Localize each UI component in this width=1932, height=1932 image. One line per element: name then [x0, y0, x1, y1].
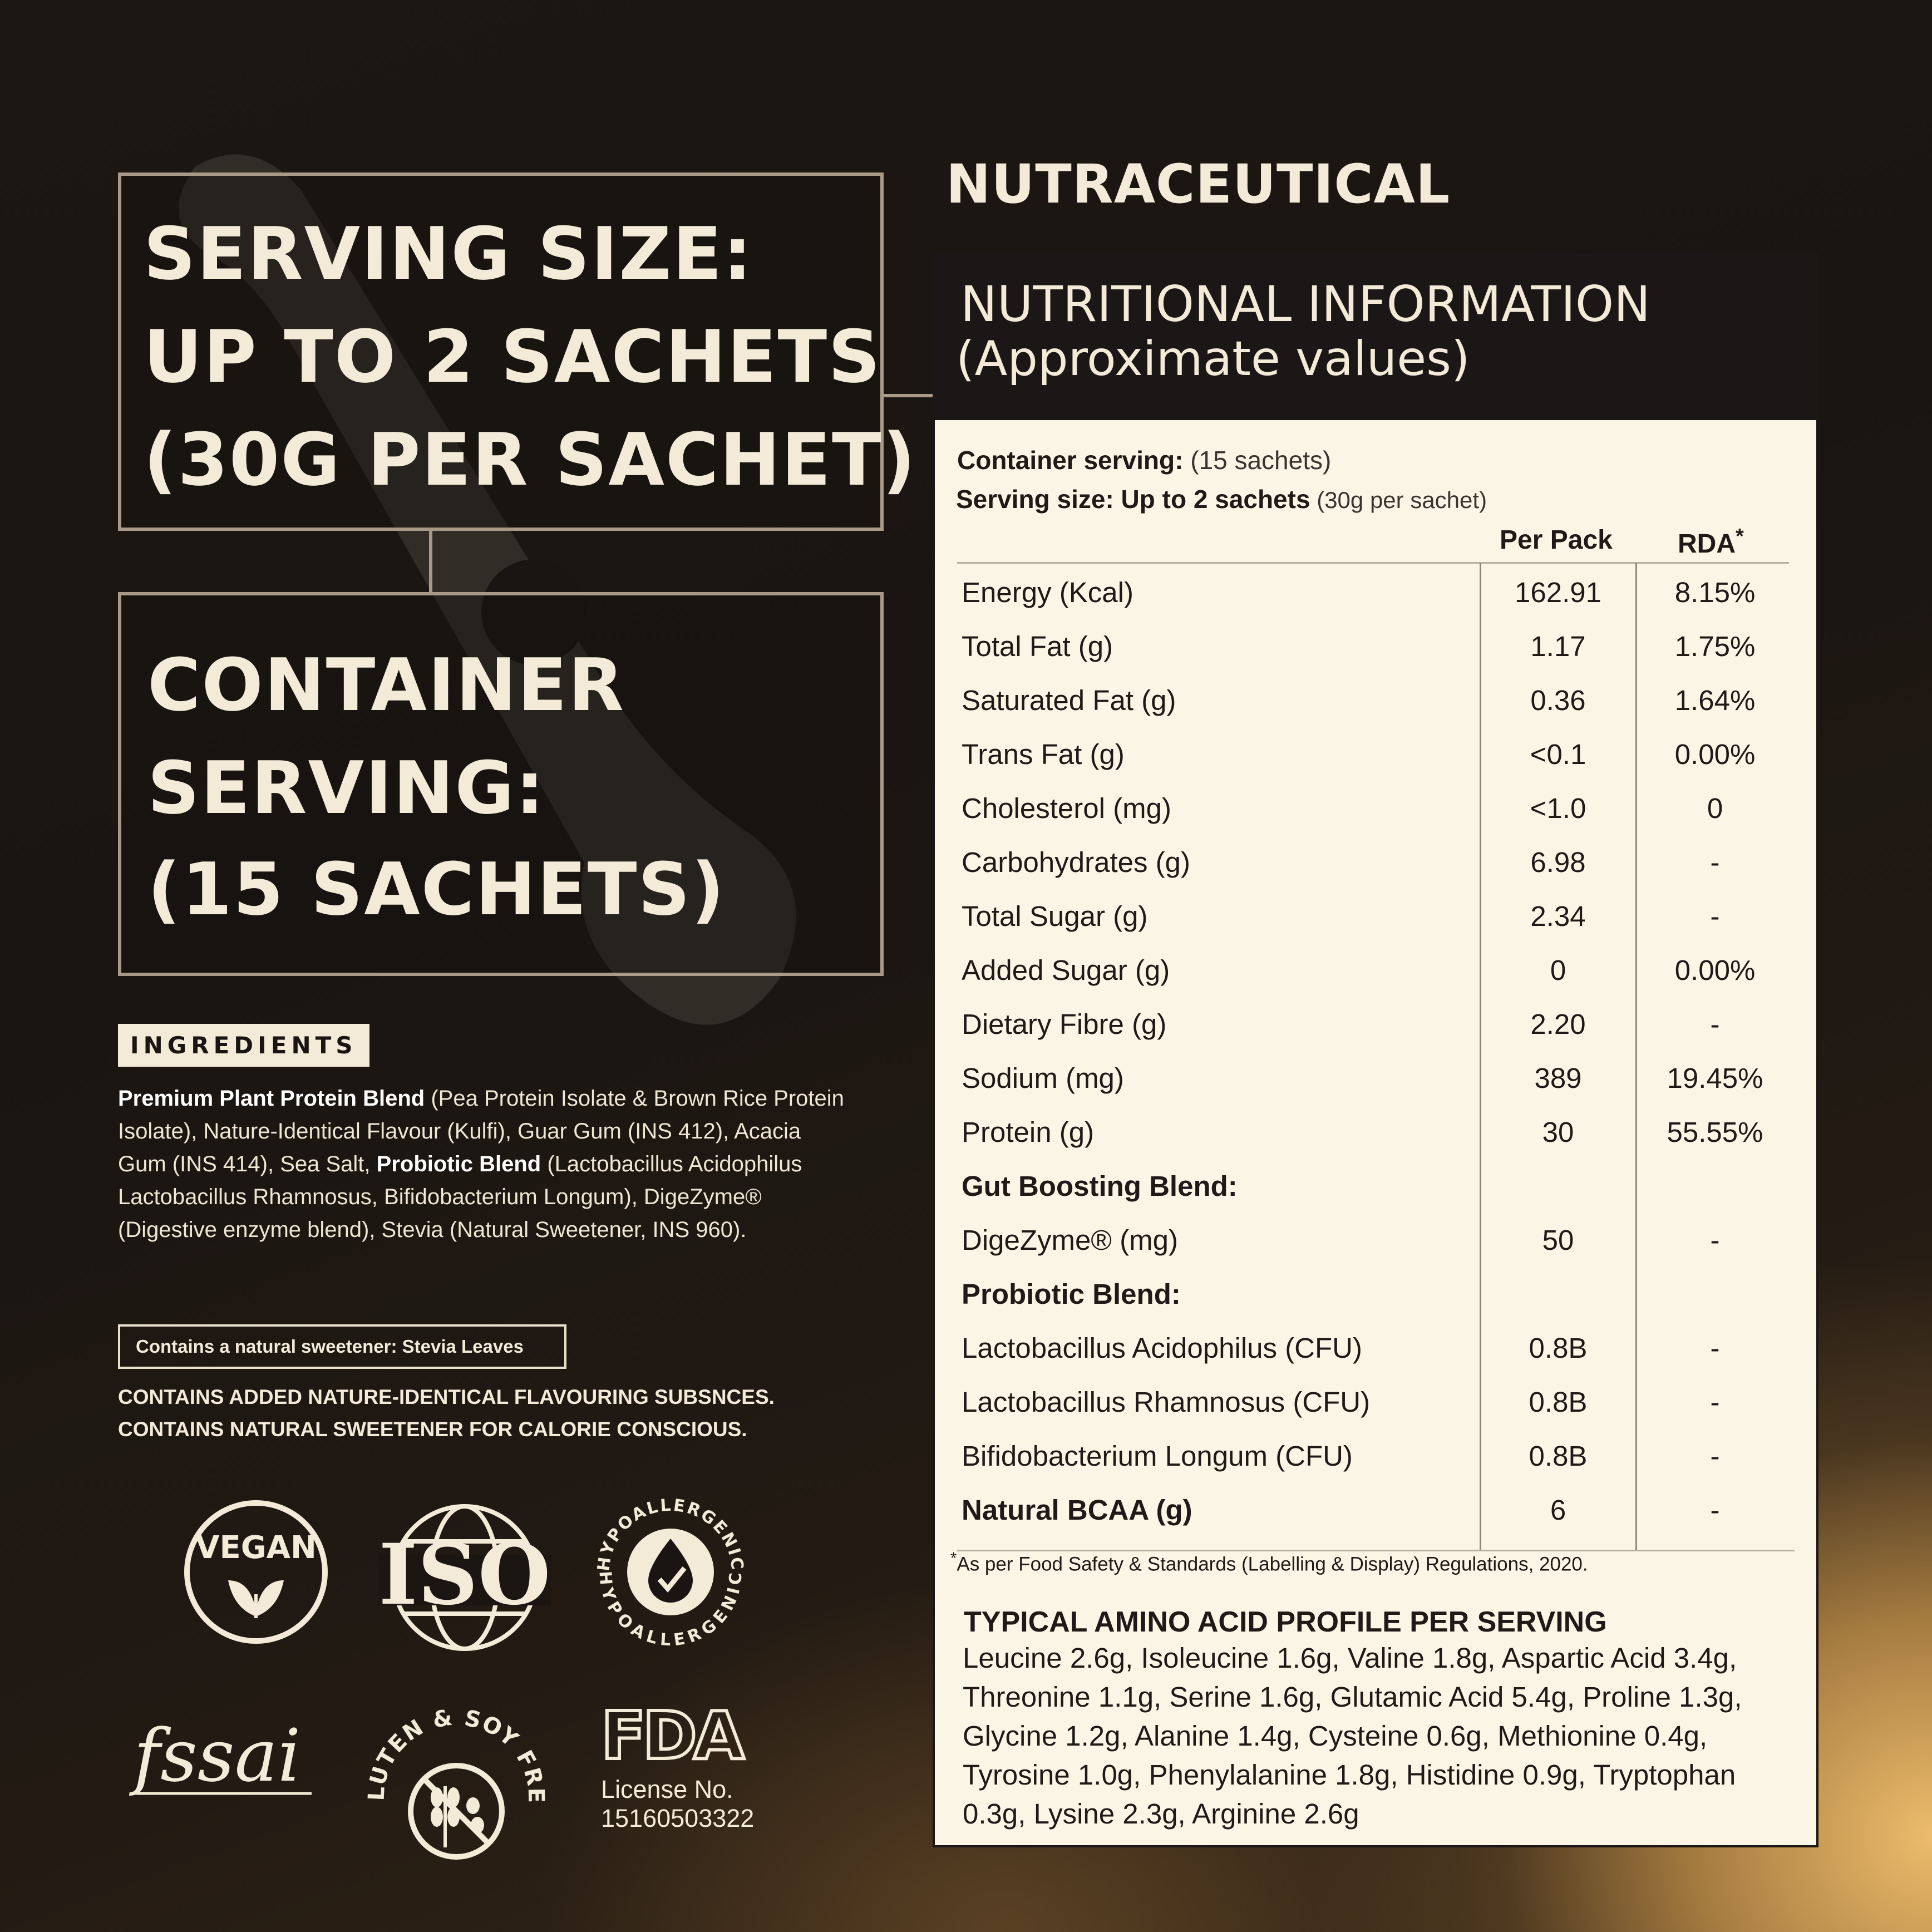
nutrient-per-pack: 162.91 — [1515, 576, 1601, 608]
fda-logo — [601, 1703, 751, 1770]
fssai-logo — [128, 1711, 351, 1806]
serving-size-label: Serving size: Up to 2 sachets — [956, 485, 1310, 514]
nutrient-label: Total Fat (g) — [962, 630, 1113, 662]
nutrient-rda: 1.64% — [1674, 684, 1756, 716]
ingredient-blend2-rest: (Lactobacillus Acidophilus Lactobacillus Rhamnosus, Bifidobacterium Longum), DigeZyme® (Digestive enzyme blend), Stevia (Natural Sweetener, INS 960). — [118, 1152, 802, 1242]
nutrient-label: Energy (Kcal) — [962, 576, 1133, 608]
nutrient-rda: - — [1710, 900, 1720, 932]
serving-size-line2: UP TO 2 SACHETS — [144, 314, 881, 399]
nutrient-rda: - — [1710, 846, 1720, 878]
nutrient-per-pack: 6.98 — [1530, 846, 1586, 878]
nutrient-rda: 55.55% — [1667, 1116, 1763, 1148]
serving-size-line3: (30G PER SACHET) — [144, 417, 917, 502]
container-serving-line3: (15 SACHETS) — [147, 847, 726, 931]
ingredients-text — [118, 1082, 847, 1246]
nutrient-rda: - — [1710, 1332, 1720, 1364]
footnote — [950, 1550, 1588, 1576]
nutrient-per-pack: 0.8B — [1529, 1440, 1588, 1472]
nutrient-per-pack: 389 — [1534, 1062, 1582, 1094]
nutrient-label: Total Sugar (g) — [962, 900, 1148, 932]
sweetener-note: Contains a natural sweetener: Stevia Leaves — [118, 1324, 566, 1369]
nutrient-per-pack: 0 — [1550, 954, 1566, 986]
container-serving-value: (15 sachets) — [1183, 446, 1332, 475]
nutrient-label: Gut Boosting Blend: — [962, 1170, 1238, 1202]
footnote-text: As per Food Safety & Standards (Labelling & Display) Regulations, 2020. — [957, 1553, 1588, 1575]
nutrient-rda: - — [1710, 1440, 1720, 1472]
nutrient-rda: 1.75% — [1674, 630, 1756, 662]
col-rda-mark: * — [1736, 525, 1744, 548]
nutrient-per-pack: 2.34 — [1530, 900, 1586, 932]
fssai-label: fssai — [134, 1713, 301, 1798]
nutrient-per-pack: 1.17 — [1530, 630, 1586, 662]
nutrient-per-pack: 0.36 — [1530, 684, 1586, 716]
ingredient-blend1-name: Premium Plant Protein Blend — [118, 1086, 425, 1111]
col-per-pack: Per Pack — [1500, 525, 1613, 555]
nutrient-label: Added Sugar (g) — [962, 954, 1170, 986]
nutrient-label: Lactobacillus Rhamnosus (CFU) — [962, 1386, 1371, 1418]
nutrient-label: Cholesterol (mg) — [962, 792, 1171, 824]
fda-license-label: License No. — [601, 1775, 733, 1803]
nutrient-rda: 0 — [1707, 792, 1723, 824]
amino-text: Leucine 2.6g, Isoleucine 1.6g, Valine 1.8g, Aspartic Acid 3.4g, Threonine 1.1g, Serine 1.6g, Glutamic Acid 5.4g, Proline 1.3g, Glycine 1.2g, Alanine 1.4g, Cysteine 0.6g, Methionine 0.4g, Tyrosine 1.0g, Phenylalanine 1.8g, Histidine 0.9g, Tryptophan 0.3g, Lysine 2.3g, Arginine 2.6g — [963, 1642, 1742, 1830]
nutrient-label: Protein (g) — [962, 1116, 1095, 1148]
nutrient-label: Lactobacillus Acidophilus (CFU) — [962, 1332, 1362, 1364]
gluten-label: LUTEN & SOY FRE — [363, 1704, 549, 1805]
connector-horizontal — [884, 394, 935, 397]
nutrient-label: Dietary Fibre (g) — [962, 1008, 1167, 1040]
nutrient-rda: - — [1710, 1224, 1720, 1256]
ingredient-blend1-rest: (Pea Protein Isolate & Brown Rice Protein Isolate), Nature-Identical Flavour (Kulfi), Guar Gum (INS 412), Acacia Gum (INS 414), Sea Salt, — [118, 1086, 844, 1176]
nutrient-label: Saturated Fat (g) — [962, 684, 1176, 716]
nutrition-title: NUTRITIONAL INFORMATION — [960, 275, 1650, 333]
col-rda-label: RDA — [1678, 529, 1736, 559]
nutrient-rda: 0.00% — [1674, 954, 1756, 986]
ingredient-blend2-name: Probiotic Blend — [376, 1152, 541, 1176]
container-serving-line2: SERVING: — [147, 746, 546, 830]
iso-logo — [373, 1497, 556, 1658]
vegan-logo — [181, 1497, 331, 1647]
amino-title: TYPICAL AMINO ACID PROFILE PER SERVING — [964, 1606, 1607, 1638]
wheat-crossed-icon — [411, 1766, 502, 1857]
nutrient-rda: 19.45% — [1667, 1062, 1763, 1094]
hypo-label-bottom: HYPOALLERGENIC — [595, 1570, 746, 1650]
nutrition-panel-header — [933, 253, 1818, 420]
nutrient-per-pack: <0.1 — [1530, 738, 1586, 770]
footnote-mark: * — [950, 1550, 957, 1568]
serving-size-line1: SERVING SIZE: — [144, 211, 753, 296]
nutrient-label: Sodium (mg) — [962, 1062, 1124, 1094]
ingredients-tag: INGREDIENTS — [118, 1024, 369, 1067]
nutrient-label: Probiotic Blend: — [962, 1278, 1181, 1310]
container-serving-line — [957, 445, 1331, 475]
nutrient-label: Natural BCAA (g) — [962, 1494, 1192, 1526]
nutrient-label: DigeZyme® (mg) — [962, 1224, 1178, 1256]
nutrient-per-pack: 50 — [1542, 1224, 1574, 1256]
nutrient-per-pack: 0.8B — [1529, 1332, 1588, 1364]
serving-size-value: (30g per sachet) — [1310, 487, 1487, 513]
fda-license-number: 15160503322 — [601, 1804, 755, 1832]
nutrient-label: Carbohydrates (g) — [962, 846, 1191, 878]
brand-name: NUTRACEUTICAL — [946, 153, 1451, 215]
nutrient-rda: 8.15% — [1674, 576, 1756, 608]
serving-size-line — [956, 484, 1487, 514]
leaf-icon — [228, 1580, 284, 1618]
nutrient-per-pack: 6 — [1550, 1494, 1566, 1526]
table-top-rule — [957, 562, 1789, 564]
container-serving-label: Container serving: — [957, 446, 1184, 475]
nutrient-per-pack: 2.20 — [1530, 1008, 1586, 1040]
disclaimer-line2: CONTAINS NATURAL SWEETENER FOR CALORIE CONSCIOUS. — [118, 1418, 747, 1441]
nutrition-panel — [933, 420, 1818, 1847]
nutrient-rda: 0.00% — [1674, 738, 1756, 770]
nutrient-label: Bifidobacterium Longum (CFU) — [962, 1440, 1353, 1472]
iso-label: ISO — [378, 1526, 551, 1624]
gluten-soy-free-logo — [362, 1692, 551, 1870]
connector-vertical — [429, 531, 432, 592]
hypoallergenic-logo — [590, 1491, 751, 1653]
nutrient-per-pack: 0.8B — [1529, 1386, 1588, 1418]
fda-label: FDA — [601, 1703, 741, 1770]
svg-text:GLUTEN & SOY FREE — [362, 1692, 549, 1804]
nutrition-subtitle: (Approximate values) — [956, 331, 1470, 387]
hypo-label-top: HYPOALLERGENIC — [594, 1495, 747, 1573]
nutrient-per-pack: <1.0 — [1530, 792, 1586, 824]
nutrient-rda: - — [1710, 1008, 1720, 1040]
vegan-label: VEGAN — [195, 1530, 317, 1566]
nutrient-label: Trans Fat (g) — [962, 738, 1125, 770]
nutrient-rda: - — [1710, 1386, 1720, 1418]
fda-license — [601, 1775, 754, 1833]
col-rda — [1678, 525, 1744, 559]
container-serving-line1: CONTAINER — [147, 643, 625, 727]
disclaimer — [118, 1381, 775, 1446]
nutrient-per-pack: 30 — [1542, 1116, 1574, 1148]
disclaimer-line1: CONTAINS ADDED NATURE-IDENTICAL FLAVOURING SUBSNCES. — [118, 1386, 775, 1408]
nutrient-rda: - — [1710, 1494, 1720, 1526]
